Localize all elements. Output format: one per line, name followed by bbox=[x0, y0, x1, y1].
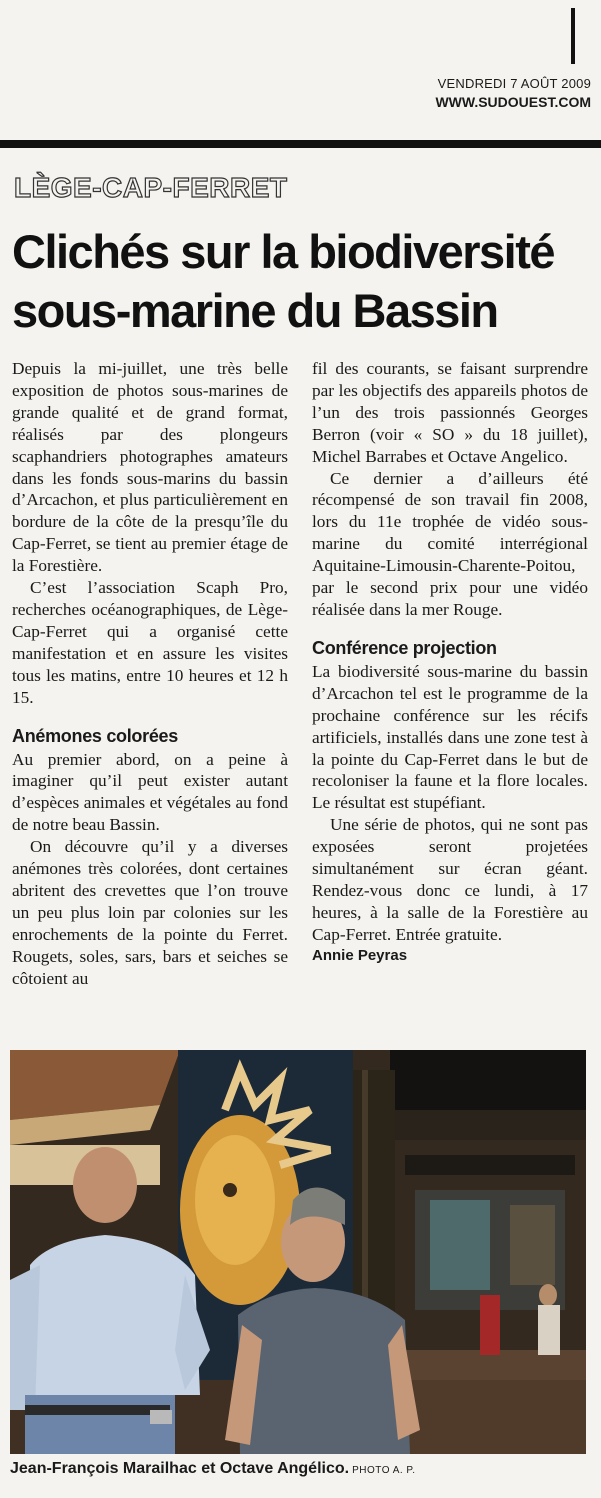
paragraph: Depuis la mi-juillet, une très belle exposition de photos sous-marines de grande qualité et de grand format, réalisés par des plongeurs scaphandriers photographes amateurs dans les fonds sous-marins du bassin d’Arcachon, et plus particulièrement en bordure de la côte de la presqu’île du Cap-Ferret, se tient au premier étage de la Forestière. bbox=[12, 359, 288, 576]
issue-date: VENDREDI 7 AOÛT 2009 bbox=[437, 76, 591, 91]
subheading-anemones: Anémones colorées bbox=[12, 725, 178, 746]
paragraph: Au premier abord, on a peine à imaginer qu’il peut exister autant d’espèces animales et végétales au fond de notre beau Bassin. bbox=[12, 749, 288, 835]
paragraph: C’est l’association Scaph Pro, recherches océanographiques, de Lège-Cap-Ferret qui a organisé cette manifestation et en assure les visites tous les matins, entre 10 heures et 12 h 15. bbox=[12, 578, 288, 707]
article-column-right bbox=[312, 358, 588, 966]
header-rule-mark bbox=[571, 8, 575, 64]
paragraph: Une série de photos, qui ne sont pas exposées seront projetées simultanément sur écran géant. Rendez-vous donc ce lundi, à 17 heures, à la salle de la Forestière au Cap-Ferret. Entrée gratuite. bbox=[312, 815, 588, 944]
article-photo bbox=[10, 1050, 586, 1454]
paragraph: Ce dernier a d’ailleurs été récompensé de son travail fin 2008, lors du 11e trophée de vidéo sous-marine du comité interrégional Aquitaine-Limousin-Charente-Poitou, par le second prix pour une vidéo réalisée dans la mer Rouge. bbox=[312, 468, 588, 619]
paragraph: La biodiversité sous-marine du bassin d’Arcachon tel est le programme de la prochaine conférence sur les récifs artificiels, installés dans une zone test à la pointe du Cap-Ferret dans le but de recoloniser la faune et la flore locales. Le résultat est stupéfiant. bbox=[312, 661, 588, 813]
header-divider bbox=[0, 140, 601, 148]
article-author: Annie Peyras bbox=[312, 946, 408, 964]
article-column-left bbox=[12, 358, 288, 989]
photo-credit: PHOTO A. P. bbox=[352, 1465, 416, 1476]
paragraph: On découvre qu’il y a diverses anémones très colorées, dont certaines abritent des crevettes que l’on trouve un peu plus loin par colonies sur les enrochements de la pointe du Ferret. Rougets, soles, sars, bars et seiches se côtoient au bbox=[12, 837, 288, 988]
paragraph: fil des courants, se faisant surprendre par les objectifs des appareils photos de l’un des trois passionnés Georges Berron (voir « SO » du 18 juillet), Michel Barrabes et Octave Angelico. bbox=[312, 359, 588, 466]
caption-text: Jean-François Marailhac et Octave Angélico. bbox=[10, 1460, 350, 1477]
photo-caption bbox=[10, 1460, 590, 1478]
photo-illustration bbox=[10, 1050, 586, 1454]
article-title: Clichés sur la biodiversité sous-marine du Bassin bbox=[12, 225, 554, 337]
section-label: LÈGE-CAP-FERRET bbox=[14, 172, 288, 203]
website-url[interactable]: WWW.SUDOUEST.COM bbox=[435, 94, 591, 110]
subheading-conference: Conférence projection bbox=[312, 637, 497, 658]
